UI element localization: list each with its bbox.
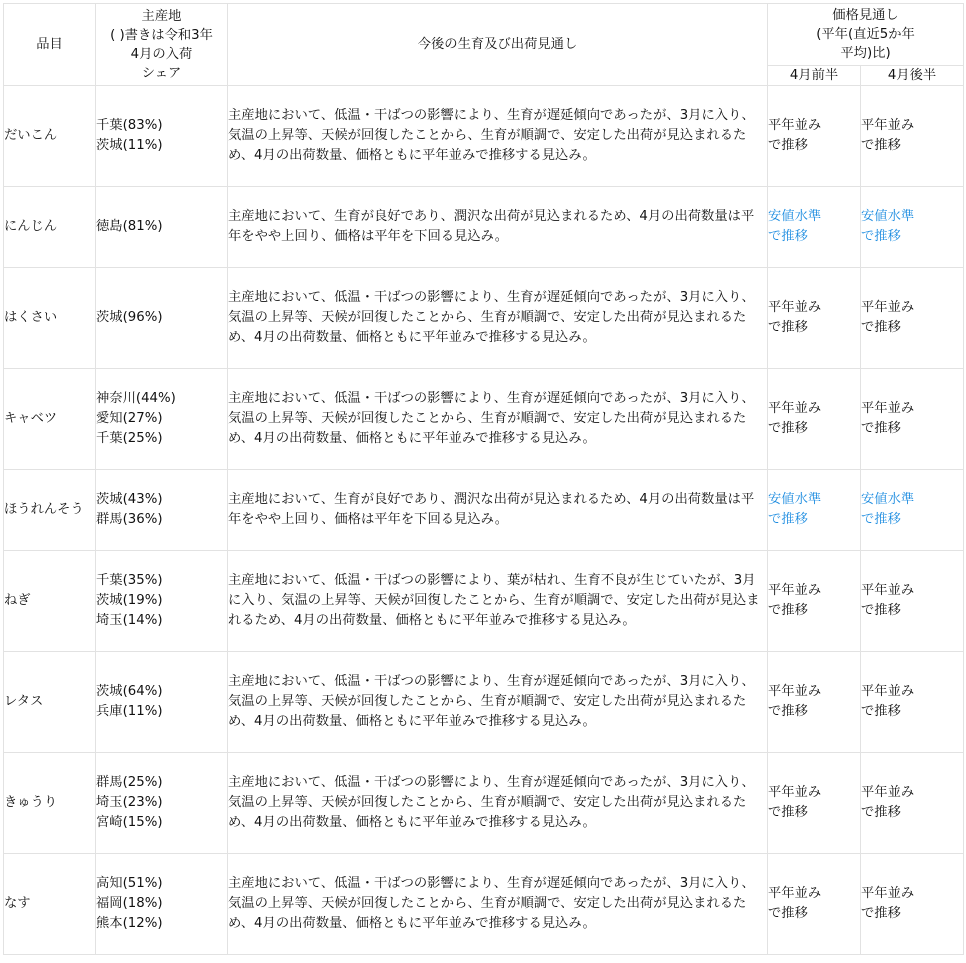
region-share: 群馬(25%) 埼玉(23%) 宮崎(15%) (96, 753, 228, 854)
table-row (4, 187, 964, 268)
price-late: 平年並み で推移 (861, 369, 964, 470)
price-late: 平年並み で推移 (861, 86, 964, 187)
product-name: だいこん (4, 86, 96, 187)
product-name: ほうれんそう (4, 470, 96, 551)
region-share: 高知(51%) 福岡(18%) 熊本(12%) (96, 854, 228, 955)
price-early: 安値水準 で推移 (768, 470, 861, 551)
region-share: 茨城(64%) 兵庫(11%) (96, 652, 228, 753)
outlook-table (3, 3, 964, 955)
outlook-text: 主産地において、低温・干ばつの影響により、葉が枯れ、生育不良が生じていたが、3月に入り、気温の上昇等、天候が回復したことから、生育が順調で、安定した出荷が見込まれるため、4月の出荷数量、価格ともに平年並みで推移する見込み。 (228, 551, 768, 652)
price-late: 平年並み で推移 (861, 652, 964, 753)
product-name: はくさい (4, 268, 96, 369)
price-late: 安値水準 で推移 (861, 187, 964, 268)
header-outlook: 今後の生育及び出荷見通し (228, 4, 768, 86)
product-name: レタス (4, 652, 96, 753)
price-early: 平年並み で推移 (768, 86, 861, 187)
header-price: 価格見通し (平年(直近5か年 平均)比) (768, 4, 964, 66)
outlook-text: 主産地において、低温・干ばつの影響により、生育が遅延傾向であったが、3月に入り、気温の上昇等、天候が回復したことから、生育が順調で、安定した出荷が見込まれるため、4月の出荷数量、価格ともに平年並みで推移する見込み。 (228, 268, 768, 369)
table-row (4, 551, 964, 652)
outlook-text: 主産地において、生育が良好であり、潤沢な出荷が見込まれるため、4月の出荷数量は平年をやや上回り、価格は平年を下回る見込み。 (228, 470, 768, 551)
table-row (4, 86, 964, 187)
region-share: 徳島(81%) (96, 187, 228, 268)
price-early: 安値水準 で推移 (768, 187, 861, 268)
price-late: 平年並み で推移 (861, 551, 964, 652)
header-late: 4月後半 (861, 66, 964, 86)
region-share: 神奈川(44%) 愛知(27%) 千葉(25%) (96, 369, 228, 470)
header-item: 品目 (4, 4, 96, 86)
header-early: 4月前半 (768, 66, 861, 86)
table-row (4, 854, 964, 955)
price-late: 安値水準 で推移 (861, 470, 964, 551)
table-row (4, 369, 964, 470)
product-name: キャベツ (4, 369, 96, 470)
region-share: 千葉(35%) 茨城(19%) 埼玉(14%) (96, 551, 228, 652)
outlook-text: 主産地において、低温・干ばつの影響により、生育が遅延傾向であったが、3月に入り、気温の上昇等、天候が回復したことから、生育が順調で、安定した出荷が見込まれるため、4月の出荷数量、価格ともに平年並みで推移する見込み。 (228, 86, 768, 187)
outlook-text: 主産地において、低温・干ばつの影響により、生育が遅延傾向であったが、3月に入り、気温の上昇等、天候が回復したことから、生育が順調で、安定した出荷が見込まれるため、4月の出荷数量、価格ともに平年並みで推移する見込み。 (228, 652, 768, 753)
header-region: 主産地 ( )書きは令和3年 4月の入荷 シェア (96, 4, 228, 86)
region-share: 茨城(96%) (96, 268, 228, 369)
outlook-text: 主産地において、生育が良好であり、潤沢な出荷が見込まれるため、4月の出荷数量は平年をやや上回り、価格は平年を下回る見込み。 (228, 187, 768, 268)
table-row (4, 470, 964, 551)
price-late: 平年並み で推移 (861, 268, 964, 369)
product-name: ねぎ (4, 551, 96, 652)
outlook-text: 主産地において、低温・干ばつの影響により、生育が遅延傾向であったが、3月に入り、気温の上昇等、天候が回復したことから、生育が順調で、安定した出荷が見込まれるため、4月の出荷数量、価格ともに平年並みで推移する見込み。 (228, 753, 768, 854)
product-name: にんじん (4, 187, 96, 268)
price-late: 平年並み で推移 (861, 854, 964, 955)
price-early: 平年並み で推移 (768, 753, 861, 854)
region-share: 千葉(83%) 茨城(11%) (96, 86, 228, 187)
product-name: なす (4, 854, 96, 955)
price-late: 平年並み で推移 (861, 753, 964, 854)
price-early: 平年並み で推移 (768, 268, 861, 369)
outlook-text: 主産地において、低温・干ばつの影響により、生育が遅延傾向であったが、3月に入り、気温の上昇等、天候が回復したことから、生育が順調で、安定した出荷が見込まれるため、4月の出荷数量、価格ともに平年並みで推移する見込み。 (228, 369, 768, 470)
table-row (4, 753, 964, 854)
region-share: 茨城(43%) 群馬(36%) (96, 470, 228, 551)
table-row (4, 268, 964, 369)
table-row (4, 652, 964, 753)
product-name: きゅうり (4, 753, 96, 854)
outlook-text: 主産地において、低温・干ばつの影響により、生育が遅延傾向であったが、3月に入り、気温の上昇等、天候が回復したことから、生育が順調で、安定した出荷が見込まれるため、4月の出荷数量、価格ともに平年並みで推移する見込み。 (228, 854, 768, 955)
price-early: 平年並み で推移 (768, 652, 861, 753)
price-early: 平年並み で推移 (768, 369, 861, 470)
price-early: 平年並み で推移 (768, 551, 861, 652)
price-early: 平年並み で推移 (768, 854, 861, 955)
